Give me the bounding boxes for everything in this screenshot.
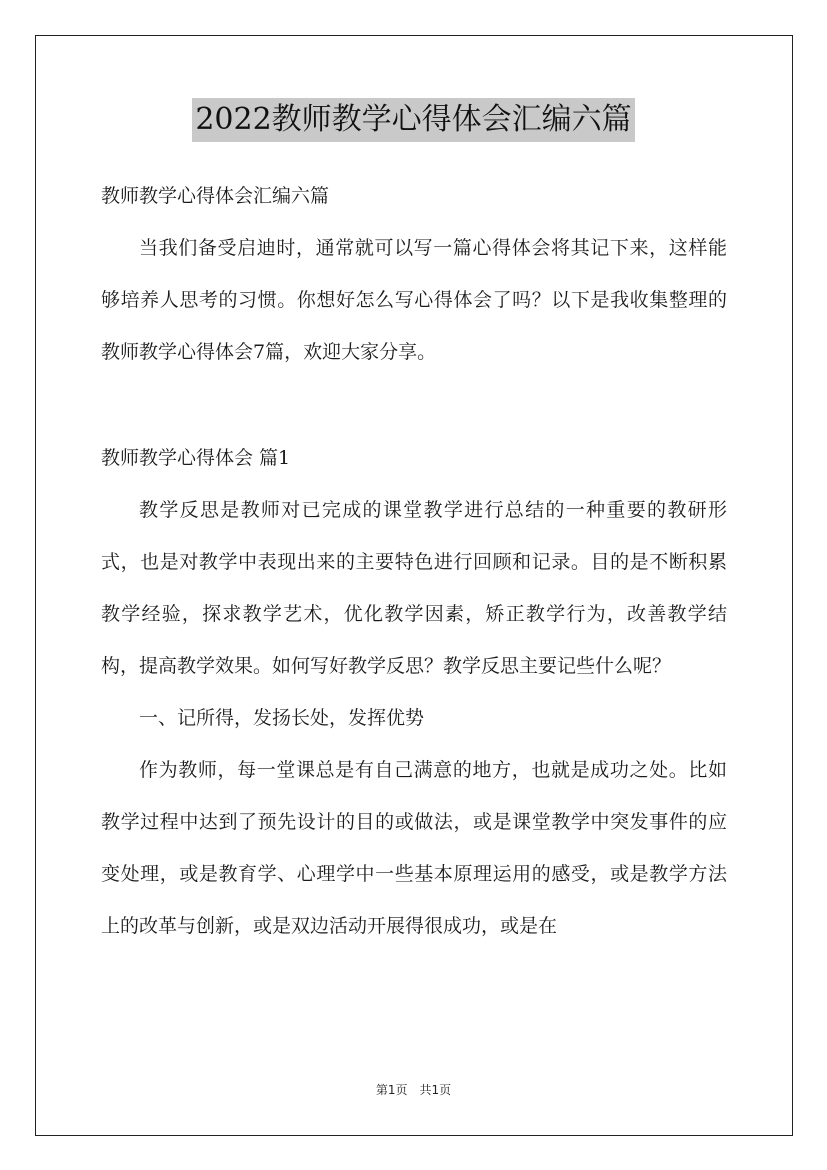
body-paragraph: 教学反思是教师对已完成的课堂教学进行总结的一种重要的教研形式，也是对教学中表现出来的主要特色进行回顾和记录。目的是不断积累教学经验，探求教学艺术，优化教学因素，矫正教学行为，改善教学结构，提高教学效果。如何写好教学反思？教学反思主要记些什么呢？ <box>101 499 727 677</box>
intro-paragraph: 当我们备受启迪时，通常就可以写一篇心得体会将其记下来，这样能够培养人思考的习惯。你想好怎么写心得体会了吗？以下是我收集整理的教师教学心得体会7篇，欢迎大家分享。 <box>101 237 727 363</box>
section-gap <box>101 378 727 432</box>
body-paragraph: 作为教师，每一堂课总是有自己满意的地方，也就是成功之处。比如教学过程中达到了预先设计的目的或做法，或是课堂教学中突发事件的应变处理，或是教育学、心理学中一些基本原理运用的感受，或是教学方法上的改革与创新，或是双边活动开展得很成功，或是在 <box>101 759 727 937</box>
subtitle: 教师教学心得体会汇编六篇 <box>101 185 330 207</box>
document-title: 2022教师教学心得体会汇编六篇 <box>192 98 634 142</box>
page-footer: 第1页 共1页 <box>375 1083 452 1097</box>
section-heading: 教师教学心得体会 篇1 <box>101 447 291 469</box>
document-title-wrapper <box>0 98 827 142</box>
document-body <box>101 170 727 952</box>
point-heading: 一、记所得，发扬长处，发挥优势 <box>139 707 425 729</box>
